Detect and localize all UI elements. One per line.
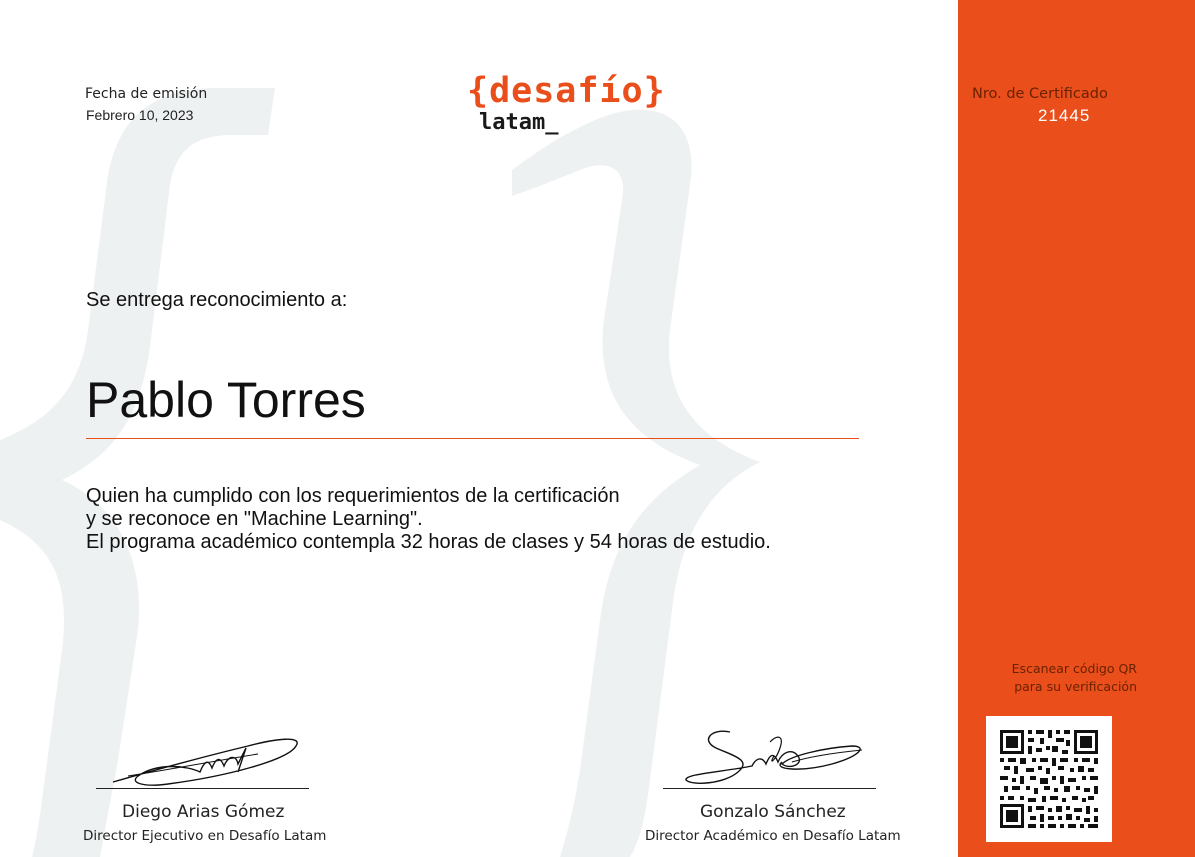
name-underline [86,438,859,439]
qr-code-graphic [986,716,1112,842]
qr-code-icon[interactable] [986,716,1112,842]
description-line: El programa académico contempla 32 horas de clases y 54 horas de estudio. [86,531,771,553]
logo-wordmark-top: {desafío} [467,71,666,111]
signer-role-2: Director Académico en Desafío Latam [645,828,901,844]
certificate-number-label: Nro. de Certificado [972,86,1108,102]
signer-role-1: Director Ejecutivo en Desafío Latam [83,828,327,844]
signer-name-1: Diego Arias Gómez [122,802,285,822]
recipient-name: Pablo Torres [86,372,366,428]
signature-gonzalo-icon [682,726,872,792]
scan-line-2: para su verificación [1014,679,1137,694]
issue-date: Febrero 10, 2023 [86,107,194,123]
signer-name-2: Gonzalo Sánchez [700,802,846,822]
signature-line-1 [96,788,309,789]
certification-description [86,485,771,554]
logo-wordmark-bottom: latam_ [479,110,559,135]
certificate-number: 21445 [1038,106,1091,125]
recognition-intro: Se entrega reconocimiento a: [86,289,348,311]
scan-line-1: Escanear código QR [1011,661,1137,676]
description-line: Quien ha cumplido con los requerimientos de la certificación [86,485,620,507]
signature-line-2 [663,788,876,789]
issue-date-label: Fecha de emisión [85,86,208,102]
desafio-latam-logo [467,72,666,136]
signature-diego-icon [108,732,308,788]
scan-qr-instructions [960,660,1137,696]
description-line: y se reconoce en "Machine Learning". [86,508,423,530]
